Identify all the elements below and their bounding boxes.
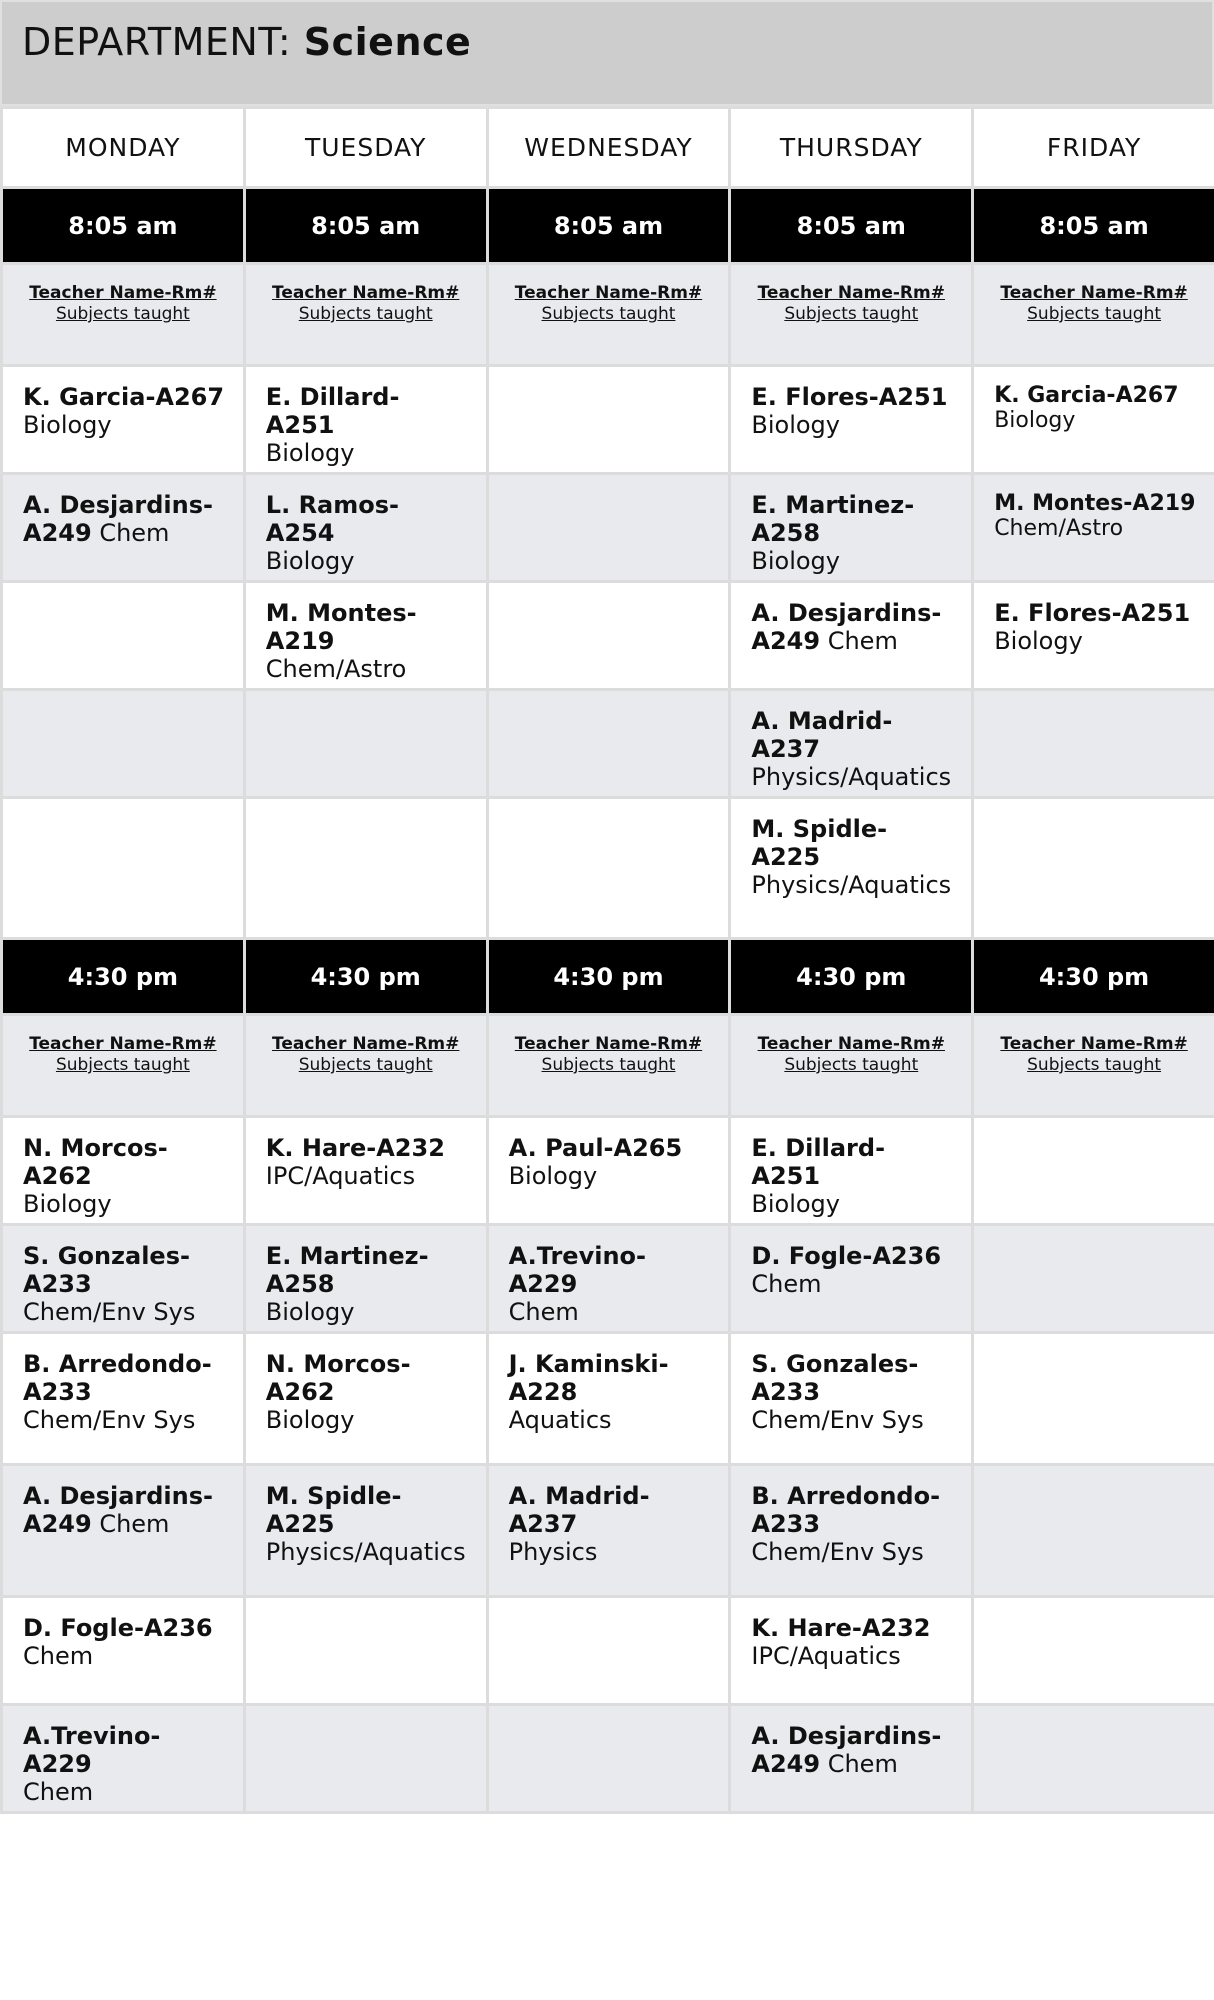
subheader-subjects: Subjects taught [55,1055,190,1075]
teacher-cell [2,1597,245,1705]
teacher-cell [973,582,1214,690]
teacher-cell [2,366,245,474]
table-row [2,1117,1214,1225]
time-cell: 8:05 am [2,188,245,264]
subheader-name: Teacher Name-Rm# [29,1034,217,1054]
subheader-name: Teacher Name-Rm# [514,283,703,303]
teacher-cell [2,1333,245,1465]
subject-text: Chem [23,1642,94,1670]
time-cell: 4:30 pm [487,939,730,1015]
teacher-cell [730,690,973,798]
teacher-cell [244,1465,487,1597]
teacher-cell [2,1225,245,1333]
teacher-cell [487,1597,730,1705]
teacher-name: E. Flores-A251 [994,599,1191,627]
subject-text: Chem/Astro [265,655,407,683]
subject-text: Biology [23,1190,112,1218]
teacher-name: A.Trevino-A229 [508,1242,646,1298]
subheader-name: Teacher Name-Rm# [29,283,217,303]
table-row [2,1597,1214,1705]
subject-text: Physics [508,1538,598,1566]
teacher-cell [2,690,245,798]
teacher-name: K. Garcia-A267 [23,383,225,411]
teacher-name: B. Arredondo-A233 [23,1350,212,1406]
teacher-name: A. Desjardins-A249 [751,599,942,655]
time-cell: 8:05 am [730,188,973,264]
teacher-cell [244,690,487,798]
teacher-cell [973,1597,1214,1705]
table-row [2,798,1214,939]
teacher-cell [244,1225,487,1333]
subject-text: Physics/Aquatics [751,763,952,791]
subheader-cell [730,1015,973,1117]
subheader-name: Teacher Name-Rm# [757,1034,945,1054]
title-bar [0,0,1214,106]
subheader-subjects: Subjects taught [1027,304,1162,324]
subject-text: Chem/Env Sys [751,1406,924,1434]
teacher-cell [730,1225,973,1333]
teacher-name: A. Desjardins-A249 [23,491,213,547]
teacher-name: K. Hare-A232 [751,1614,931,1642]
teacher-name: S. Gonzales-A233 [23,1242,190,1298]
subject-text: Biology [265,439,355,467]
teacher-cell [244,582,487,690]
subheader-cell [487,1015,730,1117]
teacher-name: E. Martinez-A258 [265,1242,429,1298]
subject-text: Chem/Env Sys [751,1538,924,1566]
table-row [2,1225,1214,1333]
subject-text: Biology [23,411,112,439]
teacher-name: M. Montes-A219 [994,491,1196,516]
subheader-name: Teacher Name-Rm# [271,283,460,303]
teacher-cell [2,798,245,939]
subject-text: Chem [99,519,170,547]
subject-text: Biology [994,627,1083,655]
teacher-cell [973,798,1214,939]
teacher-name: D. Fogle-A236 [751,1242,942,1270]
subject-text: Biology [751,411,840,439]
subject-text: Biology [751,1190,840,1218]
subheader-cell [730,264,973,366]
subject-text: Chem/Env Sys [23,1298,196,1326]
teacher-name: B. Arredondo-A233 [751,1482,941,1538]
day-header: FRIDAY [973,108,1214,188]
subject-text: Chem [751,1270,822,1298]
teacher-name: E. Dillard-A251 [751,1134,886,1190]
teacher-cell [2,1705,245,1813]
teacher-cell [487,366,730,474]
subject-text: Biology [751,547,840,575]
subject-text: Biology [265,547,355,575]
teacher-name: K. Garcia-A267 [994,383,1179,408]
teacher-cell [487,582,730,690]
subheader-subjects: Subjects taught [1027,1055,1162,1075]
teacher-cell [730,1333,973,1465]
teacher-cell [244,474,487,582]
teacher-cell [487,1705,730,1813]
teacher-cell [730,1597,973,1705]
teacher-name: A. Madrid-A237 [751,707,893,763]
teacher-cell [730,1465,973,1597]
teacher-name: J. Kaminski-A228 [508,1350,669,1406]
subheader-name: Teacher Name-Rm# [514,1034,703,1054]
teacher-cell [244,798,487,939]
time-row-afternoon [2,939,1214,1015]
time-cell: 4:30 pm [2,939,245,1015]
time-cell: 8:05 am [244,188,487,264]
subheader-cell [2,264,245,366]
teacher-cell [973,690,1214,798]
teacher-cell [973,1705,1214,1813]
subheader-name: Teacher Name-Rm# [1000,283,1188,303]
subheader-name: Teacher Name-Rm# [757,283,945,303]
teacher-name: A. Desjardins-A249 [751,1722,942,1778]
teacher-name: N. Morcos-A262 [265,1350,411,1406]
teacher-cell [973,1117,1214,1225]
teacher-cell [244,1333,487,1465]
subheader-name: Teacher Name-Rm# [1000,1034,1188,1054]
teacher-cell [730,474,973,582]
teacher-name: N. Morcos-A262 [23,1134,168,1190]
table-row [2,1465,1214,1597]
teacher-cell [244,1597,487,1705]
subheader-subjects: Subjects taught [55,304,190,324]
subheader-cell [244,264,487,366]
subject-text: Aquatics [508,1406,612,1434]
subheader-cell [973,264,1214,366]
subheader-subjects: Subjects taught [784,1055,919,1075]
table-row [2,690,1214,798]
teacher-cell [487,1225,730,1333]
table-row [2,582,1214,690]
department-name: Science [303,20,472,64]
title-prefix: DEPARTMENT: [22,20,292,64]
subject-text: Biology [508,1162,598,1190]
subheader-subjects: Subjects taught [298,304,433,324]
teacher-cell [2,1117,245,1225]
table-row [2,1333,1214,1465]
teacher-cell [2,474,245,582]
table-row [2,366,1214,474]
schedule-table [0,106,1214,1814]
teacher-cell [244,1117,487,1225]
subheader-subjects: Subjects taught [784,304,919,324]
table-row [2,1705,1214,1813]
subheader-cell [2,1015,245,1117]
subheader-name: Teacher Name-Rm# [271,1034,460,1054]
subject-text: Biology [994,408,1076,433]
table-row [2,474,1214,582]
subject-text: Physics/Aquatics [751,871,952,899]
teacher-name: S. Gonzales-A233 [751,1350,919,1406]
teacher-cell [487,1333,730,1465]
teacher-name: L. Ramos-A254 [265,491,399,547]
time-row-morning [2,188,1214,264]
teacher-cell [487,474,730,582]
time-cell: 4:30 pm [244,939,487,1015]
teacher-name: D. Fogle-A236 [23,1614,213,1642]
subject-text: Chem [23,1778,94,1806]
teacher-name: K. Hare-A232 [265,1134,445,1162]
day-header: MONDAY [2,108,245,188]
subheader-cell [244,1015,487,1117]
teacher-cell [730,582,973,690]
subheader-subjects: Subjects taught [541,304,676,324]
teacher-cell [973,1225,1214,1333]
time-cell: 4:30 pm [973,939,1214,1015]
subject-text: Chem/Env Sys [23,1406,196,1434]
time-cell: 8:05 am [487,188,730,264]
teacher-cell [2,1465,245,1597]
teacher-cell [244,1705,487,1813]
teacher-name: A. Paul-A265 [508,1134,683,1162]
teacher-cell [973,1465,1214,1597]
teacher-cell [487,1117,730,1225]
subject-text: Biology [265,1298,355,1326]
time-cell: 4:30 pm [730,939,973,1015]
subheader-subjects: Subjects taught [298,1055,433,1075]
teacher-name: A.Trevino-A229 [23,1722,161,1778]
teacher-name: E. Flores-A251 [751,383,948,411]
teacher-name: M. Spidle- A225 [751,815,888,871]
day-header: TUESDAY [244,108,487,188]
teacher-name: M. Spidle- A225 [265,1482,402,1538]
teacher-name: E. Martinez-A258 [751,491,915,547]
subheader-row-morning [2,264,1214,366]
subject-text: Chem [827,1750,898,1778]
time-cell: 8:05 am [973,188,1214,264]
day-header: WEDNESDAY [487,108,730,188]
subheader-cell [487,264,730,366]
teacher-cell [487,1465,730,1597]
subject-text: Chem/Astro [994,516,1124,541]
subject-text: IPC/Aquatics [751,1642,901,1670]
teacher-cell [973,1333,1214,1465]
subject-text: Chem [827,627,898,655]
page-title [22,20,471,64]
subject-text: Physics/Aquatics [265,1538,466,1566]
teacher-cell [730,1705,973,1813]
subject-text: Chem [99,1510,170,1538]
teacher-name: A. Madrid-A237 [508,1482,650,1538]
teacher-cell [2,582,245,690]
teacher-cell [244,366,487,474]
teacher-cell [487,798,730,939]
teacher-cell [973,366,1214,474]
teacher-cell [730,366,973,474]
teacher-name: A. Desjardins-A249 [23,1482,213,1538]
teacher-cell [973,474,1214,582]
subheader-row-afternoon [2,1015,1214,1117]
subject-text: IPC/Aquatics [265,1162,416,1190]
teacher-name: E. Dillard-A251 [265,383,400,439]
teacher-cell [730,1117,973,1225]
subject-text: Biology [265,1406,355,1434]
teacher-cell [730,798,973,939]
subject-text: Chem [508,1298,579,1326]
teacher-name: M. Montes-A219 [265,599,417,655]
subheader-cell [973,1015,1214,1117]
teacher-cell [487,690,730,798]
day-header: THURSDAY [730,108,973,188]
subheader-subjects: Subjects taught [541,1055,676,1075]
day-header-row [2,108,1214,188]
